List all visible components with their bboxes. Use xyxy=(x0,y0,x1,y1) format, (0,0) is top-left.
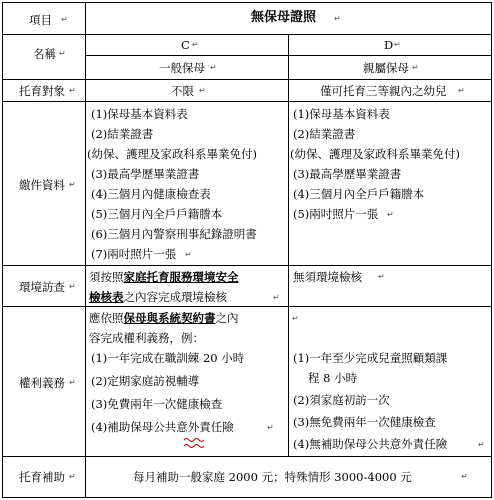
label-column-divider xyxy=(85,3,86,497)
subsidy-text: 每月補助一般家庭 2000 元；特殊情形 3000-4000 元 xyxy=(133,470,412,484)
cell-end-mark: ↵ xyxy=(185,250,192,259)
care-target-c: 不限 xyxy=(171,84,194,98)
row-divider xyxy=(3,79,491,80)
doc-c-item: (2)結業證書 xyxy=(91,127,154,141)
c-d-column-divider xyxy=(288,34,289,456)
cell-end-mark: ↵ xyxy=(458,86,465,95)
doc-d-item: (1)保母基本資料表 xyxy=(293,107,390,121)
care-target-d: 僅可托育三等親內之幼兒 xyxy=(320,84,447,98)
cell-end-mark: ↵ xyxy=(192,40,199,49)
rights-d-item: 程 8 小時 xyxy=(308,371,358,385)
checklist-ref: 檢核表 xyxy=(89,290,124,304)
cell-end-mark: ↵ xyxy=(478,440,485,449)
row-divider xyxy=(3,101,491,102)
name-label: 名稱 xyxy=(33,47,56,61)
d-name: 親屬保母 xyxy=(363,61,409,75)
rights-c-suffix: 之內 xyxy=(215,311,239,325)
cell-end-mark: ↵ xyxy=(461,472,468,481)
environment-c-prefix: 須按照 xyxy=(89,270,124,284)
doc-c-item: (5)三個月內全戶戶籍謄本 xyxy=(91,207,223,221)
cell-end-mark: ↵ xyxy=(267,423,274,432)
rights-c-item: (1)一年完成在職訓練 20 小時 xyxy=(91,351,245,365)
c-code: C xyxy=(181,38,190,52)
cell-end-mark: ↵ xyxy=(69,86,76,95)
subsidy-label: 托育補助 xyxy=(19,470,65,484)
cell-end-mark: ↵ xyxy=(273,293,280,302)
doc-c-item: (6)三個月內警察刑事紀錄證明書 xyxy=(91,227,257,241)
rights-d-item: (4)無補助保母公共意外責任險 xyxy=(293,437,448,451)
rights-c-prefix: 應依照 xyxy=(89,311,124,325)
row-divider xyxy=(3,34,491,35)
doc-c-item: (1)保母基本資料表 xyxy=(91,107,188,121)
documents-label: 繳件資料 xyxy=(19,178,65,192)
doc-d-item: (3)最高學歷畢業證書 xyxy=(293,167,402,181)
rights-d-item: (3)無免費兩年一次健康檢查 xyxy=(293,415,436,429)
care-target-label: 托育對象 xyxy=(19,84,65,98)
rights-c-item: (4)補助保母公共意外責任險 xyxy=(91,420,234,434)
spellcheck-squiggle xyxy=(183,437,205,451)
rights-d-item: (1)一年至少完成兒童照顧類課 xyxy=(293,351,448,365)
cell-end-mark: ↵ xyxy=(69,282,76,291)
page-title: 無保母證照 xyxy=(251,10,317,25)
environment-label: 環境訪查 xyxy=(19,280,65,294)
contract-ref: 保母與系統契約書 xyxy=(123,311,216,325)
doc-d-item: (2)結業證書 xyxy=(293,127,356,141)
cell-end-mark: ↵ xyxy=(61,15,68,24)
cell-end-mark: ↵ xyxy=(210,63,217,72)
doc-d-item: (幼保、護理及家政科系畢業免付) xyxy=(290,147,460,161)
doc-c-item: (7)兩吋照片一張 xyxy=(91,247,177,261)
environment-c-suffix: 之內容完成環境檢核 xyxy=(123,290,227,304)
cell-end-mark: ↵ xyxy=(69,180,76,189)
rights-c-line2: 容完成權利義務，例： xyxy=(89,331,204,345)
cell-end-mark: ↵ xyxy=(334,14,341,23)
rights-label: 權利義務 xyxy=(19,376,65,390)
cell-end-mark: ↵ xyxy=(199,86,206,95)
cell-end-mark: ↵ xyxy=(59,49,66,58)
environment-d: 無須環境檢核 xyxy=(293,270,362,284)
rights-c-item: (3)免費兩年一次健康檢查 xyxy=(91,397,223,411)
cell-end-mark: ↵ xyxy=(69,472,76,481)
cell-end-mark: ↵ xyxy=(412,63,419,72)
row-divider xyxy=(3,306,491,307)
c-name: 一般保母 xyxy=(159,61,205,75)
safety-checklist-ref: 家庭托育服務環境安全 xyxy=(123,270,239,284)
rights-c-item: (2)定期家庭訪視輔導 xyxy=(91,374,200,388)
cell-end-mark: ↵ xyxy=(69,378,76,387)
environment-c-line2 xyxy=(89,290,227,304)
cell-end-mark: ↵ xyxy=(378,272,385,281)
doc-c-item: (幼保、護理及家政科系畢業免付) xyxy=(87,147,257,161)
environment-c-line1 xyxy=(89,270,239,284)
doc-c-item: (3)最高學歷畢業證書 xyxy=(91,167,200,181)
rights-c-line1 xyxy=(89,311,239,325)
cell-end-mark: ↵ xyxy=(394,40,401,49)
doc-d-item: (5)兩吋照片一張 xyxy=(293,207,379,221)
row-divider xyxy=(3,456,491,457)
comparison-table xyxy=(2,2,492,498)
d-code: D xyxy=(384,38,394,52)
cell-end-mark: ↵ xyxy=(387,210,394,219)
doc-c-item: (4)三個月內健康檢查表 xyxy=(91,187,211,201)
rights-d-item: (2)須家庭初訪一次 xyxy=(293,393,390,407)
item-header: 項目 xyxy=(29,13,52,27)
doc-d-item: (4)三個月內全戶戶籍謄本 xyxy=(293,187,425,201)
cell-end-mark: ↵ xyxy=(292,314,299,323)
row-divider xyxy=(3,265,491,266)
